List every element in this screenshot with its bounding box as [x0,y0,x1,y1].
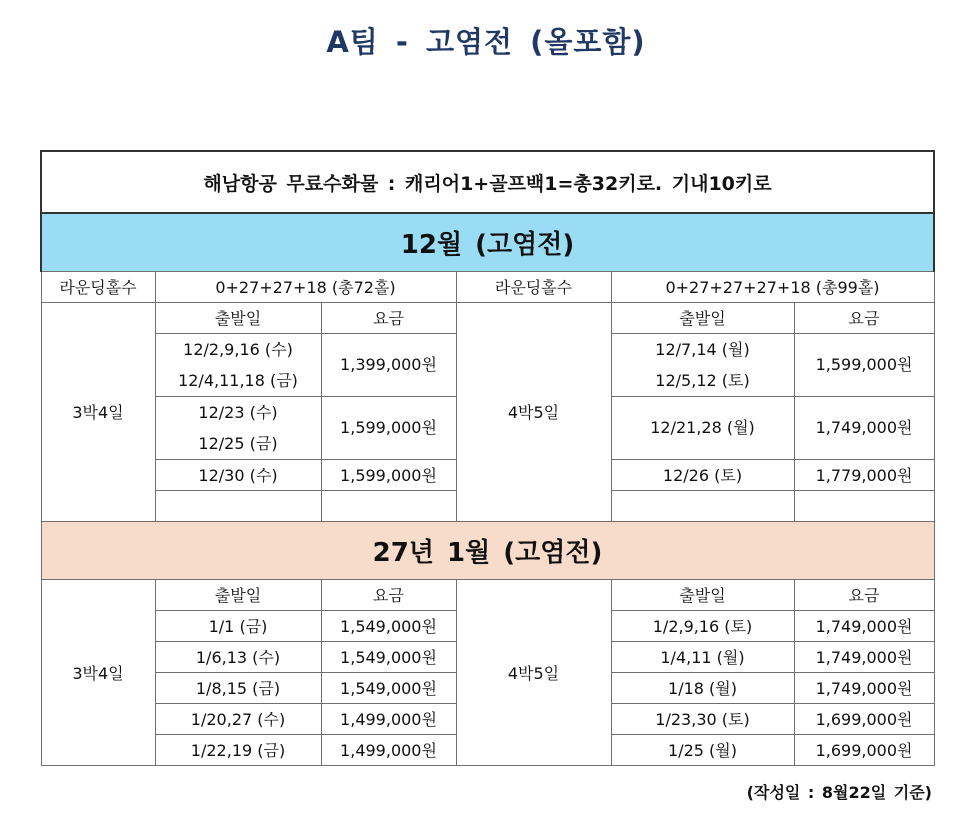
empty-cell [611,490,794,521]
december-banner-row [41,213,934,271]
baggage-notice: 해남항공 무료수화물 : 캐리어1+골프백1=총32키로. 기내10키로 [41,151,934,213]
round-value-right: 0+27+27+27+18 (총99홀) [611,271,934,302]
price: 1,749,000원 [794,641,934,672]
price: 1,749,000원 [794,610,934,641]
price: 1,749,000원 [794,672,934,703]
price-header: 요금 [321,302,456,333]
price-header: 요금 [794,302,934,333]
price: 1,699,000원 [794,703,934,734]
price: 1,599,000원 [321,459,456,490]
january-heading: 27년 1월 (고염전) [41,521,934,579]
price: 1,549,000원 [321,610,456,641]
price: 1,749,000원 [794,396,934,459]
departure-date: 1/6,13 (수) [155,641,321,672]
january-left-duration: 3박4일 [41,579,155,765]
date-header: 출발일 [611,302,794,333]
december-right-duration: 4박5일 [456,302,611,521]
page-title: A팀 - 고염전 (올포함) [326,25,646,59]
date-header: 출발일 [155,579,321,610]
empty-cell [155,490,321,521]
empty-cell [794,490,934,521]
departure-dates [155,333,321,396]
january-banner-row [41,521,934,579]
price: 1,599,000원 [794,333,934,396]
departure-date: 1/22,19 (금) [155,734,321,765]
december-header-row [41,302,934,333]
price: 1,699,000원 [794,734,934,765]
price: 1,599,000원 [321,396,456,459]
departure-date: 1/4,11 (월) [611,641,794,672]
departure-date: 12/23 (수) [198,402,278,422]
departure-date: 1/1 (금) [155,610,321,641]
price: 1,499,000원 [321,734,456,765]
departure-date: 12/25 (금) [198,433,278,453]
departure-date: 12/5,12 (토) [655,370,750,390]
baggage-notice-row [41,151,934,213]
round-label-right: 라운딩홀수 [456,271,611,302]
december-left-duration: 3박4일 [41,302,155,521]
price: 1,779,000원 [794,459,934,490]
departure-date: 12/30 (수) [155,459,321,490]
departure-date: 12/26 (토) [611,459,794,490]
round-label-left: 라운딩홀수 [41,271,155,302]
departure-date: 12/21,28 (월) [611,396,794,459]
departure-date: 1/20,27 (수) [155,703,321,734]
december-heading: 12월 (고염전) [41,213,934,271]
date-header: 출발일 [155,302,321,333]
departure-date: 1/18 (월) [611,672,794,703]
round-value-left: 0+27+27+18 (총72홀) [155,271,456,302]
date-header: 출발일 [611,579,794,610]
departure-dates [155,396,321,459]
january-header-row [41,579,934,610]
empty-cell [321,490,456,521]
price: 1,549,000원 [321,641,456,672]
price: 1,549,000원 [321,672,456,703]
schedule-table [40,150,935,766]
departure-date: 12/7,14 (월) [655,339,750,359]
departure-dates [611,333,794,396]
price: 1,499,000원 [321,703,456,734]
departure-date: 1/8,15 (금) [155,672,321,703]
december-round-row [41,271,934,302]
price-header: 요금 [321,579,456,610]
departure-date: 12/4,11,18 (금) [178,370,298,390]
departure-date: 1/23,30 (토) [611,703,794,734]
price-header: 요금 [794,579,934,610]
written-date-note: (작성일 : 8월22일 기준) [746,783,932,802]
january-right-duration: 4박5일 [456,579,611,765]
departure-date: 12/2,9,16 (수) [183,339,293,359]
departure-date: 1/2,9,16 (토) [611,610,794,641]
price: 1,399,000원 [321,333,456,396]
departure-date: 1/25 (월) [611,734,794,765]
